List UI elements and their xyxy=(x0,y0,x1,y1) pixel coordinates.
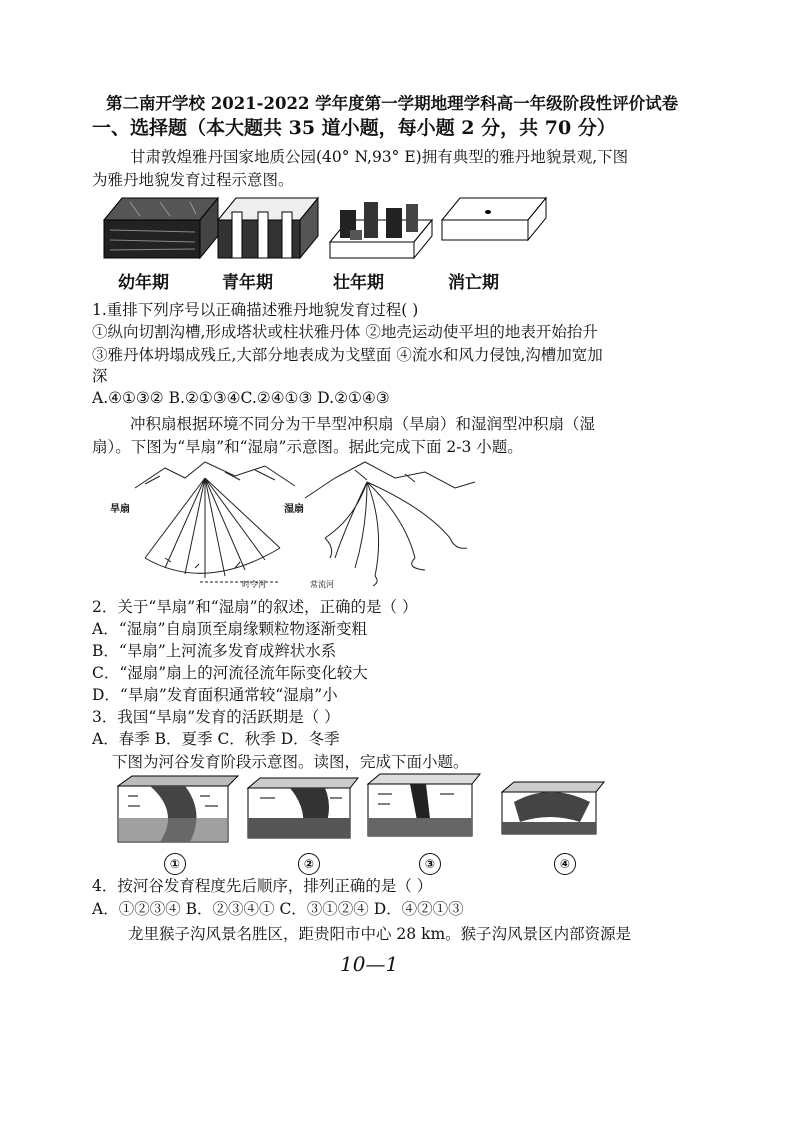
valley-label-4: ④ xyxy=(554,853,576,875)
section-heading: 一、选择题（本大题共 35 道小题，每小题 2 分，共 70 分） xyxy=(92,117,616,139)
valley-block-1 xyxy=(118,776,238,842)
seasonal-river-label: 时令河 xyxy=(242,580,266,589)
q2-option-d: D．“旱扇”发育面积通常较“湿扇”小 xyxy=(92,686,338,704)
intro2-line2: 扇）。下图为“旱扇”和“湿扇”示意图。据此完成下面 2-3 小题。 xyxy=(92,438,523,456)
q2-option-a: A．“湿扇”自扇顶至扇缘颗粒物逐渐变粗 xyxy=(92,620,368,638)
yardang-block-mature xyxy=(330,202,432,258)
river-valley-figure xyxy=(110,772,610,852)
intro1-line1: 甘肃敦煌雅丹国家地质公园(40° N,93° E)拥有典型的雅丹地貌景观,下图 xyxy=(130,148,629,166)
q1-choices: A.④①③② B.②①③④C.②④①③ D.②①④③ xyxy=(92,389,390,407)
q1-stem: 1.重排下列序号以正确描述雅丹地貌发育过程( ) xyxy=(92,301,419,319)
dry-fan xyxy=(135,462,295,582)
q1-option-line2: ③雅丹体坍塌成残丘,大部分地表成为戈壁面 ④流水和风力侵蚀,沟槽加宽加 xyxy=(92,346,603,364)
perennial-river-label: 常流河 xyxy=(310,580,334,589)
q2-stem: 2．关于“旱扇”和“湿扇”的叙述，正确的是（ ） xyxy=(92,598,418,616)
stage-label-juvenile: 青年期 xyxy=(222,273,273,293)
q1-option-line3: 深 xyxy=(92,367,108,385)
page-mark: 10—1 xyxy=(340,952,399,976)
yardang-block-young xyxy=(104,198,218,258)
q4-choices: A．①②③④ B．②③④① C．③①②④ D．④②①③ xyxy=(92,900,464,918)
q3-stem: 3．我国“旱扇”发育的活跃期是（ ） xyxy=(92,708,340,726)
exam-title: 第二南开学校 2021-2022 学年度第一学期地理学科高一年级阶段性评价试卷 xyxy=(106,94,679,113)
q1-option-line1: ①纵向切割沟槽,形成塔状或柱状雅丹体 ②地壳运动使平坦的地表开始抬升 xyxy=(92,323,598,341)
stage-label-extinct: 消亡期 xyxy=(448,273,499,293)
dry-fan-label: 旱扇 xyxy=(110,504,130,515)
wet-fan xyxy=(305,462,475,586)
intro4-line1: 龙里猴子沟风景名胜区，距贵阳市中心 28 km。猴子沟风景区内部资源是 xyxy=(128,925,632,943)
yardang-block-juvenile xyxy=(218,198,318,258)
alluvial-fans-figure xyxy=(105,458,575,588)
valley-label-2: ② xyxy=(298,853,320,875)
q3-choices: A．春季 B．夏季 C．秋季 D．冬季 xyxy=(92,730,340,748)
valley-block-2 xyxy=(248,778,358,838)
yardang-block-extinct xyxy=(442,198,546,240)
q4-stem: 4．按河谷发育程度先后顺序，排列正确的是（ ） xyxy=(92,877,433,895)
valley-label-3: ③ xyxy=(419,853,441,875)
wet-fan-label: 湿扇 xyxy=(284,504,304,515)
intro2-line1: 冲积扇根据环境不同分为干旱型冲积扇（旱扇）和湿润型冲积扇（湿 xyxy=(130,415,596,433)
stage-label-mature: 壮年期 xyxy=(333,273,384,293)
valley-block-4 xyxy=(502,782,604,834)
intro1-line2: 为雅丹地貌发育过程示意图。 xyxy=(92,171,294,189)
valley-label-1: ① xyxy=(164,853,186,875)
stage-label-young: 幼年期 xyxy=(118,273,169,293)
q2-option-c: C．“湿扇”扇上的河流径流年际变化较大 xyxy=(92,664,368,682)
yardang-stages-figure xyxy=(100,190,550,270)
valley-block-3 xyxy=(368,774,480,836)
q2-option-b: B．“旱扇”上河流多发育成辫状水系 xyxy=(92,642,337,660)
intro3-line1: 下图为河谷发育阶段示意图。读图，完成下面小题。 xyxy=(112,753,469,771)
